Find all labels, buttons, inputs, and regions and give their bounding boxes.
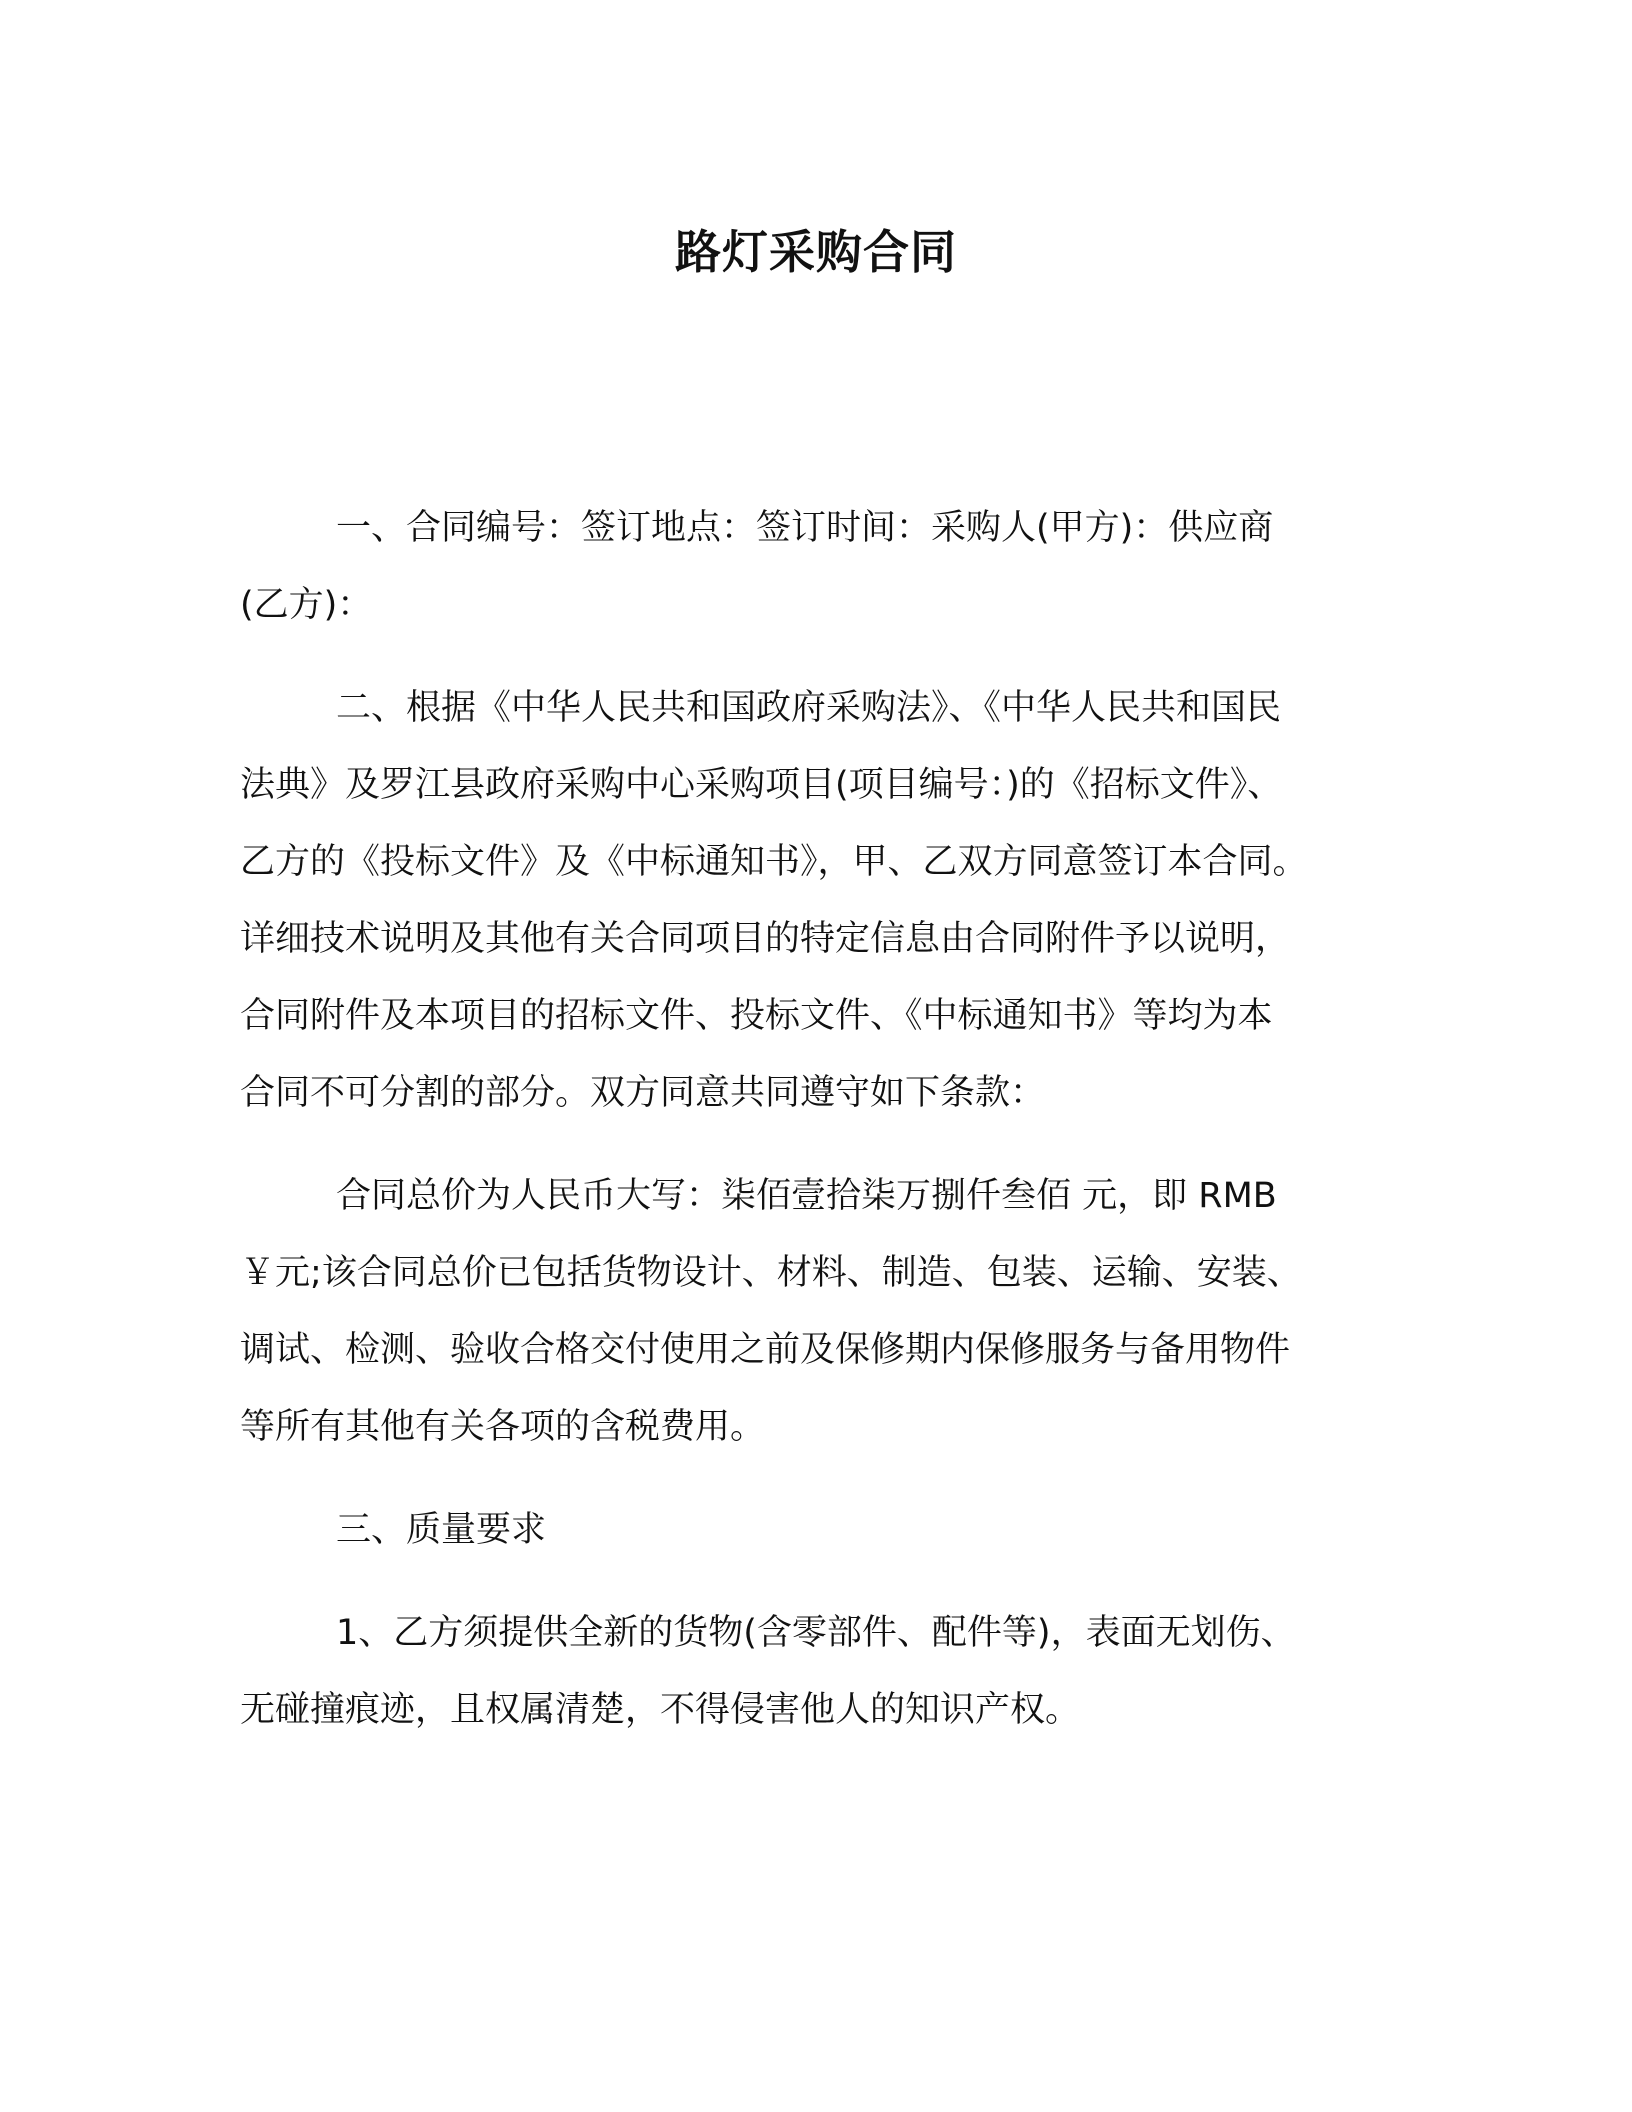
paragraph-quality-item-1 [240,1595,1376,1749]
paragraph-total-price [240,1158,1376,1466]
paragraph-line: 合同不可分割的部分。双方同意共同遵守如下条款： [240,1073,1046,1113]
paragraph-line: 详细技术说明及其他有关合同项目的特定信息由合同附件予以说明， [240,919,1291,959]
paragraph-line: 合同附件及本项目的招标文件、投标文件、《中标通知书》等均为本 [240,996,1273,1036]
paragraph-contract-info [240,490,1376,644]
paragraph-line: 无碰撞痕迹，且权属清楚，不得侵害他人的知识产权。 [240,1690,1081,1730]
document-title: 路灯采购合同 [675,225,957,279]
paragraph-line: (乙方)： [240,585,373,625]
paragraph-line: 合同总价为人民币大写：柒佰壹拾柒万捌仟叁佰 元，即 RMB [336,1176,1277,1216]
paragraph-quality-heading [240,1492,1376,1569]
paragraph-line: 二、根据《中华人民共和国政府采购法》、《中华人民共和国民 [336,688,1282,728]
paragraph-line: 一、合同编号：签订地点：签订时间：采购人(甲方)：供应商 [336,508,1274,548]
paragraph-line: ￥元;该合同总价已包括货物设计、材料、制造、包装、运输、安装、 [240,1253,1302,1293]
paragraph-gap [240,1466,1376,1492]
paragraph-gap [240,1569,1376,1595]
paragraph-line: 调试、检测、验收合格交付使用之前及保修期内保修服务与备用物件 [240,1330,1291,1370]
paragraph-legal-basis [240,670,1376,1132]
section-heading: 三、质量要求 [336,1510,547,1550]
paragraph-line: 法典》及罗江县政府采购中心采购项目(项目编号：)的《招标文件》、 [240,765,1283,805]
paragraph-line: 1、乙方须提供全新的货物(含零部件、配件等)，表面无划伤、 [336,1613,1296,1653]
document-body [240,490,1376,1749]
paragraph-gap [240,644,1376,670]
paragraph-line: 等所有其他有关各项的含税费用。 [240,1407,766,1447]
paragraph-line: 乙方的《投标文件》及《中标通知书》，甲、乙双方同意签订本合同。 [240,842,1308,882]
paragraph-gap [240,1132,1376,1158]
